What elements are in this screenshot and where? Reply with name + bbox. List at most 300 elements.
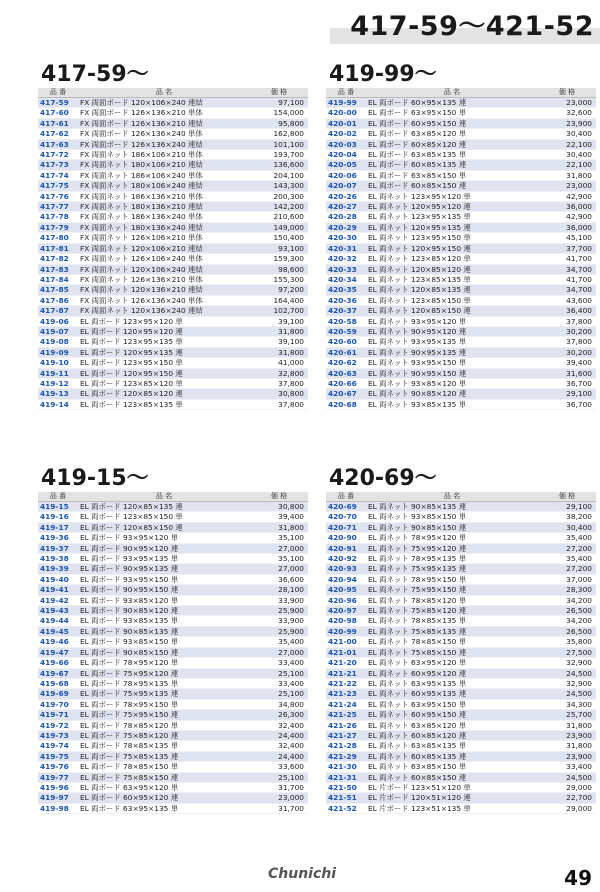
cell-name: FX 両面ネット 126×136×240 単体 [78, 295, 250, 305]
table-row [38, 160, 308, 170]
cell-name: EL 両ボード 120×85×120 連 [78, 389, 250, 399]
page-title: 417-59～421-52 [350, 11, 594, 42]
header-price: 価 格 [538, 88, 596, 98]
cell-code: 419-77 [38, 772, 78, 782]
table-row [326, 626, 596, 636]
cell-name: EL 両ネット 123×95×120 単 [366, 191, 538, 201]
table-row [326, 285, 596, 295]
cell-name: FX 両面ネット 186×136×210 単体 [78, 191, 250, 201]
table-row [38, 202, 308, 212]
cell-code: 420-04 [326, 150, 366, 160]
cell-price: 31,700 [250, 782, 308, 792]
table-row [326, 170, 596, 180]
cell-code: 420-92 [326, 554, 366, 564]
cell-name: EL 両ネット 120×95×150 連 [366, 243, 538, 253]
table-row [38, 316, 308, 326]
cell-price: 27,000 [250, 543, 308, 553]
table-row [326, 202, 596, 212]
cell-price: 29,000 [538, 782, 596, 792]
table-row [326, 595, 596, 605]
cell-price: 38,200 [538, 512, 596, 522]
cell-name: EL 両ネット 75×95×135 連 [366, 564, 538, 574]
cell-price: 26,500 [538, 626, 596, 636]
cell-name: EL 両ネット 120×85×135 連 [366, 285, 538, 295]
cell-price: 31,600 [538, 368, 596, 378]
cell-code: 420-05 [326, 160, 366, 170]
table-row [38, 129, 308, 139]
table-row [326, 160, 596, 170]
cell-price: 23,000 [538, 181, 596, 191]
table-row [326, 554, 596, 564]
cell-code: 420-71 [326, 522, 366, 532]
cell-name: EL 両ネット 120×95×135 連 [366, 222, 538, 232]
table-row [38, 378, 308, 388]
cell-code: 419-69 [38, 689, 78, 699]
cell-code: 421-51 [326, 793, 366, 803]
cell-price: 35,400 [538, 554, 596, 564]
cell-price: 27,000 [250, 564, 308, 574]
table-row [326, 233, 596, 243]
cell-name: FX 両面ネット 186×136×240 単体 [78, 212, 250, 222]
table-row [38, 399, 308, 409]
cell-code: 419-47 [38, 647, 78, 657]
cell-code: 420-94 [326, 574, 366, 584]
cell-price: 32,900 [538, 678, 596, 688]
cell-name: EL 両ボード 90×95×135 連 [78, 564, 250, 574]
cell-name: EL 両ボード 63×85×150 単 [366, 170, 538, 180]
cell-code: 421-25 [326, 710, 366, 720]
cell-price: 200,300 [250, 191, 308, 201]
cell-name: FX 両面ボード 126×136×210 単体 [78, 108, 250, 118]
cell-name: EL 両ネット 123×85×120 単 [366, 254, 538, 264]
cell-name: EL 両ボード 78×85×135 単 [78, 741, 250, 751]
cell-code: 421-28 [326, 741, 366, 751]
cell-code: 417-83 [38, 264, 78, 274]
cell-name: EL 片ボード 120×51×120 連 [366, 793, 538, 803]
table-row [326, 668, 596, 678]
cell-price: 22,100 [538, 139, 596, 149]
table-row [38, 772, 308, 782]
header-code: 品 番 [38, 492, 78, 502]
cell-price: 31,800 [538, 170, 596, 180]
table-row [326, 502, 596, 512]
cell-price: 30,400 [538, 129, 596, 139]
cell-code: 419-37 [38, 543, 78, 553]
cell-code: 419-36 [38, 533, 78, 543]
cell-name: EL 両ボード 120×85×150 連 [78, 522, 250, 532]
header-price: 価 格 [538, 492, 596, 502]
cell-code: 419-07 [38, 326, 78, 336]
cell-name: EL 両ネット 78×85×120 単 [366, 595, 538, 605]
cell-code: 417-85 [38, 285, 78, 295]
cell-name: FX 両面ボード 120×106×240 連結 [78, 98, 250, 108]
cell-code: 421-50 [326, 782, 366, 792]
price-table [38, 88, 308, 410]
table-row [326, 741, 596, 751]
cell-price: 22,700 [538, 793, 596, 803]
cell-price: 162,800 [250, 129, 308, 139]
header-name: 品 名 [366, 492, 538, 502]
cell-price: 36,400 [538, 306, 596, 316]
cell-name: EL 両ボード 123×85×150 単 [78, 512, 250, 522]
table-row [38, 337, 308, 347]
cell-price: 97,100 [250, 98, 308, 108]
cell-price: 30,200 [538, 326, 596, 336]
cell-name: EL 両ボード 120×85×135 連 [78, 502, 250, 512]
cell-name: EL 両ネット 93×85×120 単 [366, 378, 538, 388]
cell-price: 34,200 [538, 616, 596, 626]
table-row [38, 502, 308, 512]
cell-name: FX 両面ネット 120×136×240 連結 [78, 306, 250, 316]
table-row [38, 689, 308, 699]
cell-name: FX 両面ネット 126×106×240 単体 [78, 254, 250, 264]
header-name: 品 名 [78, 88, 250, 98]
cell-code: 419-46 [38, 637, 78, 647]
cell-price: 23,000 [538, 98, 596, 108]
cell-name: EL 両ネット 123×95×150 単 [366, 233, 538, 243]
table-row [38, 585, 308, 595]
table-row [38, 98, 308, 108]
cell-name: EL 両ボード 123×85×120 単 [78, 378, 250, 388]
table-row [38, 606, 308, 616]
cell-code: 421-27 [326, 730, 366, 740]
cell-price: 37,800 [538, 337, 596, 347]
cell-price: 36,000 [538, 202, 596, 212]
cell-code: 419-73 [38, 730, 78, 740]
cell-name: EL 両ボード 90×85×150 連 [78, 647, 250, 657]
table-row [38, 347, 308, 357]
table-row [38, 730, 308, 740]
cell-name: EL 両ボード 93×85×120 単 [78, 595, 250, 605]
cell-price: 28,100 [250, 585, 308, 595]
table-row [326, 118, 596, 128]
table-row [326, 616, 596, 626]
cell-name: EL 両ボード 93×85×150 単 [78, 637, 250, 647]
cell-code: 417-82 [38, 254, 78, 264]
table-row [38, 389, 308, 399]
table-row [38, 264, 308, 274]
cell-price: 23,900 [538, 751, 596, 761]
table-row [38, 595, 308, 605]
table-row [38, 647, 308, 657]
table-row [326, 254, 596, 264]
cell-name: EL 両ネット 75×85×120 連 [366, 606, 538, 616]
cell-name: EL 両ボード 63×85×135 単 [366, 150, 538, 160]
cell-price: 30,400 [538, 150, 596, 160]
table-row [38, 533, 308, 543]
cell-code: 420-58 [326, 316, 366, 326]
cell-price: 26,300 [250, 710, 308, 720]
cell-code: 417-59 [38, 98, 78, 108]
cell-name: EL 両ボード 120×95×120 連 [78, 326, 250, 336]
cell-code: 419-11 [38, 368, 78, 378]
cell-name: EL 両ネット 90×85×135 連 [366, 502, 538, 512]
table-row [38, 637, 308, 647]
cell-price: 154,000 [250, 108, 308, 118]
cell-code: 417-84 [38, 274, 78, 284]
table-row [38, 285, 308, 295]
cell-code: 417-80 [38, 233, 78, 243]
cell-name: EL 両ネット 90×95×150 連 [366, 368, 538, 378]
cell-name: EL 両ボード 75×85×150 連 [78, 772, 250, 782]
cell-code: 419-16 [38, 512, 78, 522]
cell-name: FX 両面ネット 186×106×240 単体 [78, 170, 250, 180]
cell-name: EL 両ボード 75×95×135 連 [78, 689, 250, 699]
cell-code: 420-27 [326, 202, 366, 212]
cell-name: EL 両ネット 78×95×120 単 [366, 533, 538, 543]
cell-name: EL 両ネット 78×85×135 単 [366, 616, 538, 626]
table-row [326, 326, 596, 336]
cell-name: EL 両ネット 123×85×150 単 [366, 295, 538, 305]
table-row [326, 191, 596, 201]
table-row [38, 762, 308, 772]
cell-code: 417-74 [38, 170, 78, 180]
cell-price: 97,200 [250, 285, 308, 295]
table-row [38, 678, 308, 688]
cell-code: 419-39 [38, 564, 78, 574]
cell-code: 420-60 [326, 337, 366, 347]
cell-name: FX 両面ボード 126×136×210 連結 [78, 118, 250, 128]
cell-code: 417-76 [38, 191, 78, 201]
cell-price: 24,400 [250, 751, 308, 761]
cell-code: 417-79 [38, 222, 78, 232]
cell-price: 32,900 [538, 658, 596, 668]
cell-code: 419-67 [38, 668, 78, 678]
table-row [326, 98, 596, 108]
cell-price: 27,500 [538, 647, 596, 657]
cell-price: 34,700 [538, 264, 596, 274]
cell-code: 420-91 [326, 543, 366, 553]
cell-name: FX 両面ボード 126×136×240 単体 [78, 129, 250, 139]
cell-code: 417-87 [38, 306, 78, 316]
cell-price: 24,500 [538, 668, 596, 678]
table-row [38, 564, 308, 574]
table-row [38, 222, 308, 232]
cell-price: 150,400 [250, 233, 308, 243]
table-row [326, 658, 596, 668]
cell-name: EL 両ボード 90×85×135 連 [78, 626, 250, 636]
cell-code: 420-93 [326, 564, 366, 574]
cell-name: EL 両ネット 93×85×150 単 [366, 512, 538, 522]
cell-price: 25,700 [538, 710, 596, 720]
table-row [326, 139, 596, 149]
section-title: 420-69～ [329, 466, 437, 491]
cell-price: 39,400 [250, 512, 308, 522]
cell-price: 36,700 [538, 378, 596, 388]
cell-price: 98,600 [250, 264, 308, 274]
cell-name: EL 両ボード 123×95×135 単 [78, 337, 250, 347]
table-row [326, 533, 596, 543]
table-row [326, 782, 596, 792]
cell-code: 417-63 [38, 139, 78, 149]
cell-name: EL 両ネット 123×85×135 単 [366, 274, 538, 284]
table-row [326, 306, 596, 316]
cell-code: 419-13 [38, 389, 78, 399]
cell-price: 159,300 [250, 254, 308, 264]
table-row [38, 108, 308, 118]
table-header-row [326, 88, 596, 98]
table-row [38, 118, 308, 128]
table-row [326, 512, 596, 522]
cell-price: 31,700 [250, 803, 308, 813]
table-row [38, 522, 308, 532]
cell-code: 419-71 [38, 710, 78, 720]
table-row [38, 554, 308, 564]
table-row [326, 637, 596, 647]
cell-price: 25,900 [250, 626, 308, 636]
cell-code: 420-96 [326, 595, 366, 605]
cell-name: EL 両ボード 63×95×120 単 [78, 782, 250, 792]
cell-name: FX 両面ネット 126×136×210 単体 [78, 274, 250, 284]
table-row [38, 212, 308, 222]
cell-code: 421-24 [326, 699, 366, 709]
cell-code: 420-31 [326, 243, 366, 253]
cell-name: EL 両ネット 75×85×150 連 [366, 647, 538, 657]
cell-price: 45,100 [538, 233, 596, 243]
table-row [38, 616, 308, 626]
table-row [326, 689, 596, 699]
cell-name: EL 両ネット 90×85×150 連 [366, 522, 538, 532]
cell-code: 420-95 [326, 585, 366, 595]
table-row [38, 741, 308, 751]
cell-name: FX 両面ネット 120×106×210 連結 [78, 243, 250, 253]
cell-code: 420-01 [326, 118, 366, 128]
cell-code: 419-12 [38, 378, 78, 388]
table-row [38, 181, 308, 191]
cell-code: 421-30 [326, 762, 366, 772]
cell-name: EL 両ボード 123×95×150 単 [78, 358, 250, 368]
cell-price: 35,100 [250, 554, 308, 564]
cell-price: 25,900 [250, 606, 308, 616]
cell-name: EL 両ネット 78×95×150 単 [366, 574, 538, 584]
cell-name: EL 両ボード 63×95×135 単 [78, 803, 250, 813]
cell-code: 419-43 [38, 606, 78, 616]
cell-price: 34,800 [250, 699, 308, 709]
cell-code: 417-73 [38, 160, 78, 170]
cell-name: EL 両ネット 93×95×150 単 [366, 358, 538, 368]
cell-code: 419-40 [38, 574, 78, 584]
cell-name: EL 両ボード 75×85×120 連 [78, 730, 250, 740]
cell-price: 31,800 [250, 347, 308, 357]
table-row [326, 699, 596, 709]
table-row [38, 720, 308, 730]
cell-code: 421-20 [326, 658, 366, 668]
table-row [326, 212, 596, 222]
cell-name: EL 両ネット 93×95×120 単 [366, 316, 538, 326]
table-row [38, 368, 308, 378]
cell-code: 421-01 [326, 647, 366, 657]
cell-price: 25,100 [250, 668, 308, 678]
cell-price: 35,800 [538, 637, 596, 647]
cell-name: EL 両ネット 63×85×135 単 [366, 741, 538, 751]
cell-name: EL 両ボード 78×85×150 単 [78, 762, 250, 772]
section-title: 419-15～ [41, 466, 149, 491]
header-name: 品 名 [366, 88, 538, 98]
cell-price: 37,000 [538, 574, 596, 584]
table-row [38, 574, 308, 584]
table-row [326, 606, 596, 616]
cell-price: 25,100 [250, 689, 308, 699]
cell-price: 36,000 [538, 222, 596, 232]
table-row [326, 574, 596, 584]
cell-price: 33,900 [250, 595, 308, 605]
section-420-69 [326, 466, 596, 814]
cell-code: 417-72 [38, 150, 78, 160]
table-row [326, 243, 596, 253]
table-row [38, 191, 308, 201]
cell-name: EL 両ボード 123×85×135 単 [78, 399, 250, 409]
table-row [326, 543, 596, 553]
cell-name: FX 両面ボード 126×136×240 連結 [78, 139, 250, 149]
cell-price: 34,300 [538, 699, 596, 709]
cell-code: 420-33 [326, 264, 366, 274]
cell-price: 31,800 [538, 720, 596, 730]
cell-price: 41,000 [250, 358, 308, 368]
cell-name: EL 両ボード 75×95×120 連 [78, 668, 250, 678]
cell-price: 36,700 [538, 399, 596, 409]
cell-price: 41,700 [538, 254, 596, 264]
cell-code: 420-70 [326, 512, 366, 522]
cell-code: 419-41 [38, 585, 78, 595]
cell-code: 419-99 [326, 98, 366, 108]
cell-price: 193,700 [250, 150, 308, 160]
cell-code: 419-09 [38, 347, 78, 357]
cell-price: 93,100 [250, 243, 308, 253]
cell-price: 33,600 [250, 762, 308, 772]
table-row [38, 803, 308, 813]
cell-price: 32,400 [250, 720, 308, 730]
cell-price: 22,100 [538, 160, 596, 170]
cell-price: 37,800 [250, 399, 308, 409]
cell-code: 419-45 [38, 626, 78, 636]
cell-price: 136,600 [250, 160, 308, 170]
cell-name: EL 片ボード 123×51×135 単 [366, 803, 538, 813]
cell-code: 420-62 [326, 358, 366, 368]
cell-price: 42,900 [538, 191, 596, 201]
brand-logo: Chunichi [268, 866, 337, 882]
cell-price: 30,200 [538, 347, 596, 357]
cell-code: 419-70 [38, 699, 78, 709]
table-row [326, 772, 596, 782]
cell-name: EL 両ボード 93×95×135 単 [78, 554, 250, 564]
cell-price: 33,400 [250, 678, 308, 688]
header-price: 価 格 [250, 492, 308, 502]
cell-code: 421-00 [326, 637, 366, 647]
cell-code: 420-61 [326, 347, 366, 357]
cell-price: 204,100 [250, 170, 308, 180]
cell-code: 419-66 [38, 658, 78, 668]
cell-name: EL 両ネット 93×95×135 単 [366, 337, 538, 347]
table-row [326, 108, 596, 118]
table-row [326, 347, 596, 357]
table-row [326, 751, 596, 761]
table-row [38, 543, 308, 553]
cell-code: 421-22 [326, 678, 366, 688]
table-row [38, 306, 308, 316]
cell-price: 23,900 [538, 730, 596, 740]
table-row [326, 389, 596, 399]
table-row [326, 399, 596, 409]
cell-code: 419-15 [38, 502, 78, 512]
table-row [326, 720, 596, 730]
cell-name: EL 両ネット 120×95×120 連 [366, 202, 538, 212]
table-row [326, 129, 596, 139]
table-row [326, 316, 596, 326]
table-row [38, 326, 308, 336]
cell-name: FX 両面ネット 186×106×210 単体 [78, 150, 250, 160]
cell-price: 101,100 [250, 139, 308, 149]
cell-code: 419-44 [38, 616, 78, 626]
